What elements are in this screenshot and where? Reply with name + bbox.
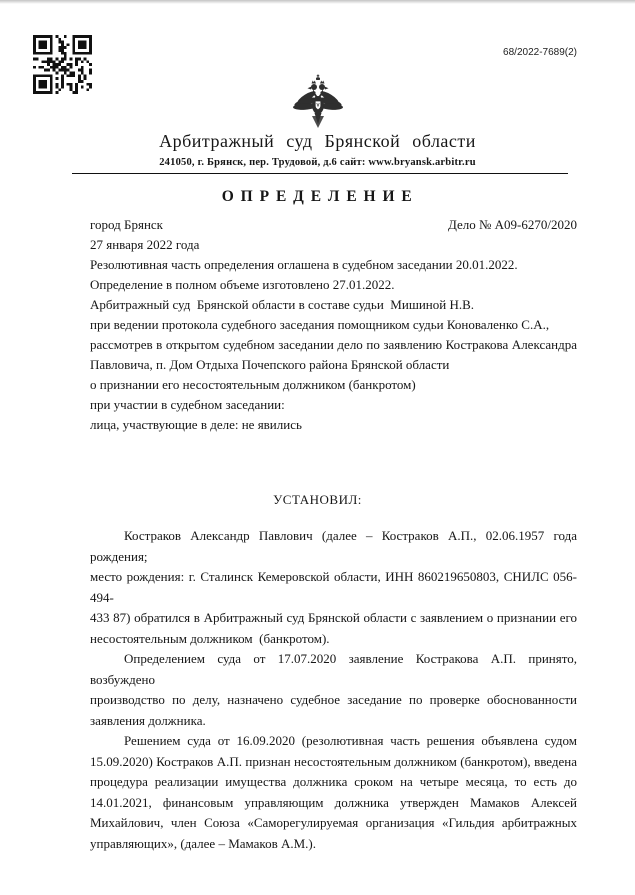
case-number: Дело № А09-6270/2020 xyxy=(447,217,577,232)
text-line: Павловича, п. Дом Отдыха Почепского района Брянской области xyxy=(90,357,450,372)
court-address: 241050, г. Брянск, пер. Трудовой, д.6 сайт: www.bryansk.arbitr.ru xyxy=(159,157,476,168)
text-line: 433 87) обратился в Арбитражный суд Брянской области с заявлением о признании его xyxy=(90,610,577,625)
text-line: Костраков Александр Павлович (далее – Костраков А.П., 02.06.1957 года рождения; xyxy=(90,528,577,564)
text-line: Определением суда от 17.07.2020 заявление Костракова А.П. принято, возбуждено xyxy=(90,651,577,687)
header-divider xyxy=(72,173,568,174)
document-body xyxy=(90,526,577,854)
document-title: О П Р Е Д Е Л Е Н И Е xyxy=(221,188,414,205)
text-line: 15.09.2020) Костраков А.П. признан несостоятельным должником (банкротом), введена xyxy=(90,753,577,769)
coat-of-arms-icon xyxy=(293,74,343,130)
text-line: Арбитражный суд Брянской области в составе судьи Мишиной Н.В. xyxy=(90,297,475,312)
document-date: 27 января 2022 года xyxy=(90,237,200,252)
text-line: Резолютивная часть определения оглашена в судебном заседании 20.01.2022. xyxy=(90,257,518,272)
text-line: Михайлович, член Союза «Саморегулируемая организация «Гильдия арбитражных xyxy=(90,815,577,830)
text-line: процедура реализации имущества должника сроком на четыре месяца, то есть до xyxy=(90,774,577,789)
text-line: Определение в полном объеме изготовлено 27.01.2022. xyxy=(90,277,395,292)
case-info-row xyxy=(90,215,577,235)
section-heading: УСТАНОВИЛ: xyxy=(273,492,362,507)
text-line: Решением суда от 16.09.2020 (резолютивная часть решения объявлена судом xyxy=(124,733,577,748)
city-label: город Брянск xyxy=(90,217,163,232)
text-line: лица, участвующие в деле: не явились xyxy=(90,417,302,432)
qr-code xyxy=(33,35,92,94)
text-line: управляющих», (далее – Мамаков А.М.). xyxy=(90,835,317,851)
text-line: заявления должника. xyxy=(90,712,206,728)
text-line: 14.01.2021, финансовым управляющим должника утвержден Мамаков Алексей xyxy=(90,794,577,810)
text-line: производство по делу, назначено судебное заседание по проверке обоснованности xyxy=(90,692,577,707)
court-name: Арбитражный суд Брянской области xyxy=(159,131,476,151)
case-intro xyxy=(90,235,577,435)
text-line: при ведении протокола судебного заседания помощником судьи Коноваленко С.А., xyxy=(90,317,550,332)
text-line: рассмотрев в открытом судебном заседании дело по заявлению Костракова Александра xyxy=(90,337,577,352)
text-line: несостоятельным должником (банкротом). xyxy=(90,630,330,646)
text-line: при участии в судебном заседании: xyxy=(90,397,285,412)
text-line: место рождения: г. Сталинск Кемеровской области, ИНН 860219650803, СНИЛС 056-494- xyxy=(90,569,577,605)
text-line: о признании его несостоятельным должником (банкротом) xyxy=(90,377,416,392)
intro-lines xyxy=(90,255,577,435)
document-stamp-number: 68/2022-7689(2) xyxy=(503,47,577,58)
